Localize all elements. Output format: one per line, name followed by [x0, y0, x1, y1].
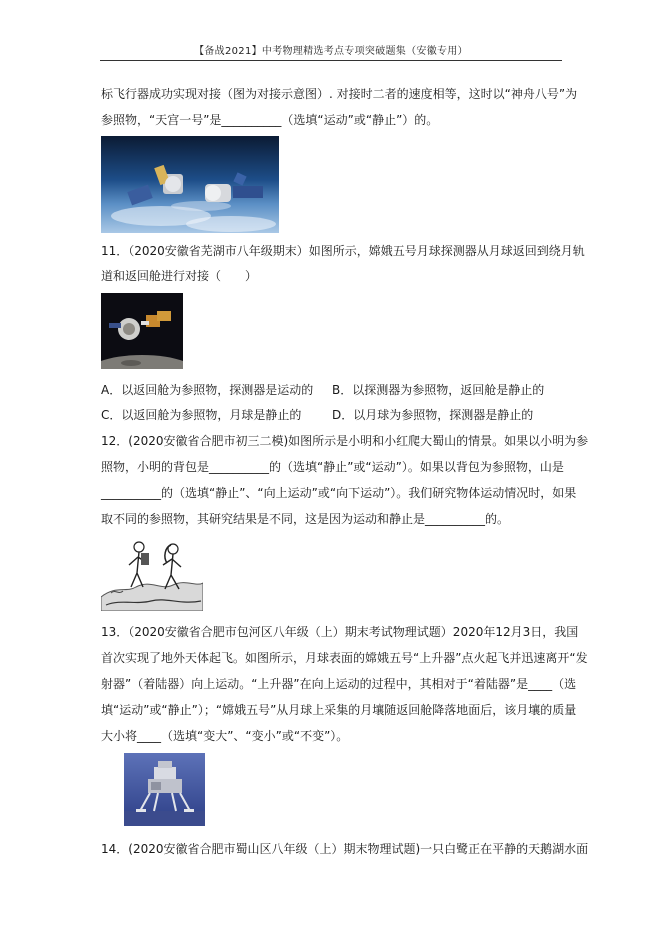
q11-option-a: A．以返回舱为参照物，探测器是运动的 [101, 383, 314, 397]
lunar-docking-figure [101, 293, 183, 369]
mountain-climbing-figure [101, 535, 203, 611]
q13-line-5: 大小将____（选填“变大”、“变小”或“不变”）。 [101, 729, 349, 743]
q11-option-b: B．以探测器为参照物，返回舱是静止的 [332, 383, 545, 397]
q13-line-1: 13．（2020安徽省合肥市包河区八年级（上）期末考试物理试题）2020年12月3日，我国 [101, 625, 579, 639]
lander-illustration [124, 753, 205, 826]
q13-line-4: 填“运动”或“静止”）；“嫦娥五号”从月球上采集的月壤随返回舱降落地面后，该月壤的质量 [101, 703, 577, 717]
q10-line-2: 参照物，“天宫一号”是__________（选填“运动”或“静止”）的。 [101, 113, 439, 127]
q12-line-4: 取不同的参照物，其研究结果是不同，这是因为运动和静止是__________的。 [101, 512, 510, 526]
q12-line-1: 12．(2020安徽省合肥市初三二模)如图所示是小明和小红爬大蜀山的情景。如果以小明为参 [101, 434, 589, 448]
lunar-lander-figure [124, 753, 205, 826]
q10-line-1: 标飞行器成功实现对接（图为对接示意图）. 对接时二者的速度相等，这时以“神舟八号”为 [101, 87, 578, 101]
q14-line-1: 14．(2020安徽省合肥市蜀山区八年级（上）期末物理试题)一只白鹭正在平静的天鹅湖水面 [101, 842, 589, 856]
q13-line-3: 射器”（着陆器）向上运动。“上升器”在向上运动的过程中，其相对于“着陆器”是____（选 [101, 677, 577, 691]
lunar-docking-illustration [101, 293, 183, 369]
climbing-sketch [101, 535, 203, 611]
page-header: 【备战2021】中考物理精选考点专项突破题集（安徽专用） [194, 46, 468, 57]
header-divider [100, 60, 562, 61]
q13-line-2: 首次实现了地外天体起飞。如图所示，月球表面的嫦娥五号“上升器”点火起飞并迅速离开“发 [101, 651, 588, 665]
docking-illustration [101, 136, 279, 233]
q12-line-2: 照物，小明的背包是__________的（选填“静止”或“运动”）。如果以背包为参照物，山是 [101, 460, 564, 474]
q11-option-d: D．以月球为参照物，探测器是静止的 [332, 408, 534, 422]
q11-option-c: C．以返回舱为参照物，月球是静止的 [101, 408, 302, 422]
q11-line-1: 11．（2020安徽省芜湖市八年级期末）如图所示，嫦娥五号月球探测器从月球返回到绕月轨 [101, 244, 585, 258]
q11-line-2: 道和返回舱进行对接（ ） [101, 269, 258, 283]
q12-line-3: __________的（选填“静止”、“向上运动”或“向下运动”）。我们研究物体运动情况时，如果 [101, 486, 577, 500]
docking-figure [101, 136, 279, 233]
